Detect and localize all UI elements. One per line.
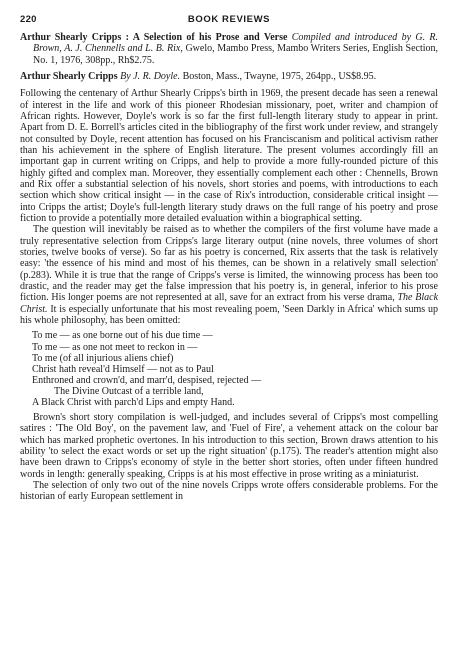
paragraph-2-text: The question will inevitably be raised as to whether the compilers of the first volume have made a truly representative selection from Cripps's large literary output (nine novels, three volumes of short stories, twelve books of verse). So far as his poetry is concerned, Rix asserts that the task is relatively easy: 'the essence of his mind and most of his themes, can be shown in a relatively small selection' (p.283). While it is true that the range of Cripps's verse is limited, the winnowing process has been too drastic, and the reader may get the false impression that his poetry is, in general, inferior to his prose fiction. His longer poems are not represented at all, save for an extract from his verse drama, (20, 224, 438, 304)
verse-line: To me — as one not meet to reckon in — (32, 341, 198, 353)
verse-line: To me (of all injurious aliens chief) (32, 352, 174, 364)
reviewed-work-title: Arthur Shearly Cripps : A Selection of his Prose and Verse (20, 32, 288, 43)
body-paragraph-3: Brown's short story compilation is well-judged, and includes several of Cripps's most compelling satires : 'The Old Boy', on the pavement law, and 'Fuel of Fire', a vehement attack on the colour bar which has marked prophetic overtones. In his introduction to this section, Brown draws attention to his ability 'to select the exact words or set up the right situation' (p.175). The reader's attention might also have been drawn to Cripps's economy of style in the better short stories, often under fifteen hundred words in length: generally speaking, Cripps is at his most effective in prose writing as a miniaturist. (20, 412, 438, 480)
italic-work-title: The Black Christ. (20, 292, 439, 315)
verse-line: To me — as one borne out of his due time — (32, 330, 213, 342)
reviewed-work-title: Arthur Shearly Cripps (20, 70, 118, 82)
verse-quotation (32, 330, 438, 408)
reviewed-work-details: Boston, Mass., Twayne, 1975, 264pp., US$8.95. (182, 70, 377, 82)
body-paragraph-4: The selection of only two out of the nine novels Cripps wrote offers considerable problems. For the historian of early European settlement in (20, 480, 438, 503)
book-page (20, 14, 438, 503)
body-paragraph-1: Following the centenary of Arthur Shearly Cripps's birth in 1969, the present decade has seen a renewal of interest in the life and work of this pioneer Rhodesian missionary, poet, writer and champion of African rights. However, Doyle's work is so far the first full-length literary study to appear in print. Apart from D. E. Borrell's articles cited in the bibliography of the first work under review, and strangely not consulted by Doyle, recent attention has focused on his Franciscanism and political activism rather than his achievement in the sphere of English literature. The present volumes accordingly fill an important gap in current writing on Cripps, and help to provide a more fully-rounded picture of this highly gifted and complex man. Moreover, they essentially complement each other : Chennells, Brown and Rix offer a substantial selection of his novels, short stories and poems, with introductions to each section which show critical insight — in the case of Rix's introduction, considerable critical insight — into Cripps the artist; Doyle's full-length literary study draws on the full range of his poetry and prose fiction to provide a potentially more detailed evaluation within a biographical setting. (20, 88, 438, 224)
verse-line: Enthroned and crown'd, and marr'd, despised, rejected — (32, 374, 262, 386)
page-number: 220 (20, 14, 37, 25)
reviewed-work-authors: Compiled and introduced by G. R. Brown, A. J. Chennells and L. B. Rix, (33, 32, 439, 55)
verse-line: The Divine Outcast of a terrible land, (54, 385, 204, 397)
body-paragraph-2 (20, 224, 438, 326)
section-title: BOOK REVIEWS (187, 14, 271, 25)
reviewed-work-details: Gwelo, Mambo Press, Mambo Writers Series, English Section, No. 1, 1976, 308pp., Rh$2.75. (33, 43, 439, 66)
reviewed-work-1 (20, 32, 438, 66)
verse-line: A Black Christ with parch'd Lips and empty Hand. (32, 396, 235, 408)
reviewed-work-2 (20, 71, 438, 82)
verse-line: Christ hath reveal'd Himself — not as to Paul (32, 363, 214, 375)
paragraph-2-text-continued: It is especially unfortunate that his most revealing poem, 'Seen Darkly in Africa' which sums up his whole philosophy, has been omitted: (20, 303, 439, 327)
running-header (20, 14, 438, 28)
reviewed-work-authors: By J. R. Doyle. (120, 70, 181, 82)
